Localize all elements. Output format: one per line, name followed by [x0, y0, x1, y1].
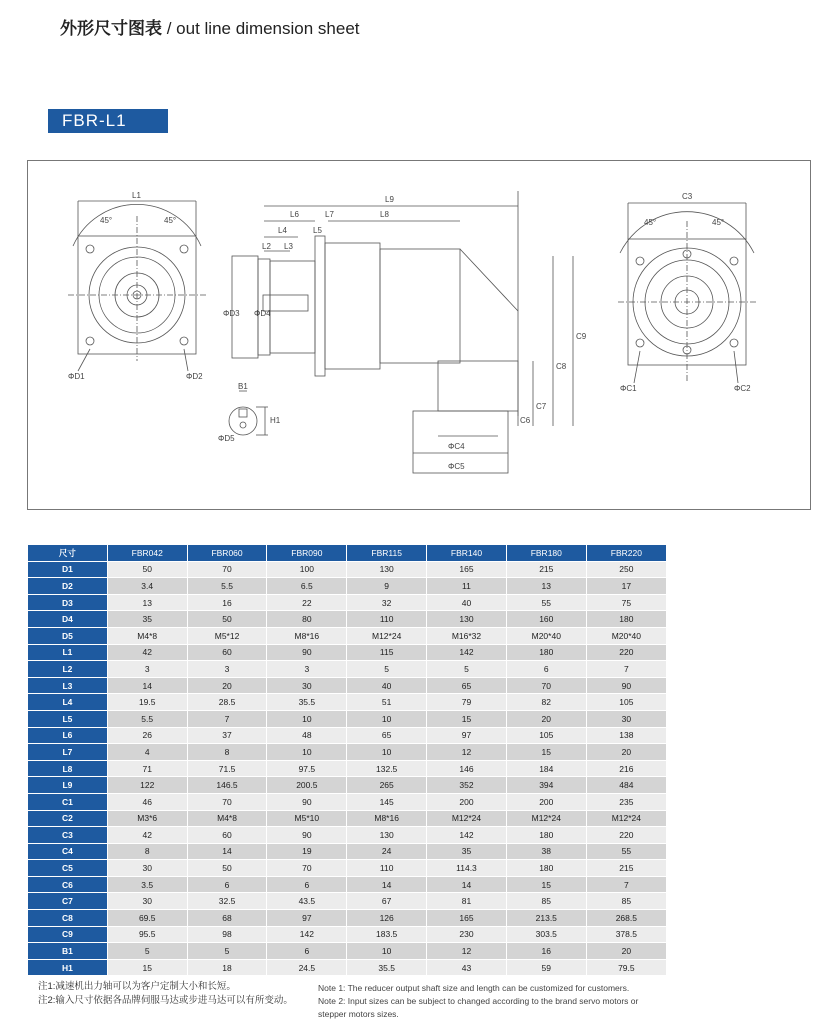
- table-cell: 19.5: [107, 694, 187, 711]
- table-cell: 130: [347, 827, 427, 844]
- table-row: [28, 860, 667, 877]
- table-cell: 71.5: [187, 760, 267, 777]
- table-cell: 10: [267, 710, 347, 727]
- table-row: [28, 760, 667, 777]
- table-cell: 110: [347, 860, 427, 877]
- label-45c: 45°: [644, 218, 657, 227]
- table-cell: 75: [586, 594, 666, 611]
- table-cell: 200.5: [267, 777, 347, 794]
- row-label: C6: [28, 876, 108, 893]
- label-d1: ΦD1: [68, 372, 85, 381]
- table-cell: 10: [347, 710, 427, 727]
- table-cell: 50: [187, 611, 267, 628]
- label-c9: C9: [576, 332, 587, 341]
- row-label: D3: [28, 594, 108, 611]
- table-cell: 38: [506, 843, 586, 860]
- table-cell: 79: [427, 694, 507, 711]
- label-c3: C3: [682, 192, 693, 201]
- table-cell: 132.5: [347, 760, 427, 777]
- table-row: [28, 594, 667, 611]
- table-cell: 60: [187, 644, 267, 661]
- table-cell: 9: [347, 578, 427, 595]
- table-cell: 71: [107, 760, 187, 777]
- table-cell: 60: [187, 827, 267, 844]
- note-cn-2: 注2:输入尺寸依据各品牌伺服马达或步进马达可以有所变动。: [38, 995, 293, 1006]
- table-row: [28, 661, 667, 678]
- table-cell: 3: [107, 661, 187, 678]
- table-cell: M12*24: [506, 810, 586, 827]
- table-cell: 85: [586, 893, 666, 910]
- table-cell: 51: [347, 694, 427, 711]
- table-cell: 20: [506, 710, 586, 727]
- row-label: L2: [28, 661, 108, 678]
- drawing-svg: [28, 161, 812, 511]
- table-cell: M20*40: [506, 627, 586, 644]
- table-cell: 68: [187, 910, 267, 927]
- label-c5: ΦC5: [448, 462, 465, 471]
- table-cell: 220: [586, 644, 666, 661]
- table-cell: 8: [107, 843, 187, 860]
- table-cell: 35: [107, 611, 187, 628]
- label-l3: L3: [284, 242, 293, 251]
- table-cell: 10: [347, 744, 427, 761]
- notes-en: [318, 982, 648, 1021]
- row-label: C8: [28, 910, 108, 927]
- label-b1: B1: [238, 382, 248, 391]
- table-row: [28, 910, 667, 927]
- table-cell: 105: [586, 694, 666, 711]
- table-cell: 110: [347, 611, 427, 628]
- table-cell: 90: [267, 644, 347, 661]
- label-l6: L6: [290, 210, 299, 219]
- table-cell: 6: [506, 661, 586, 678]
- table-header-row: [28, 545, 667, 561]
- table-row: [28, 810, 667, 827]
- table-cell: 55: [586, 843, 666, 860]
- table-cell: 15: [107, 959, 187, 976]
- table-cell: 14: [347, 876, 427, 893]
- table-cell: 5.5: [187, 578, 267, 595]
- table-cell: 30: [267, 677, 347, 694]
- row-label: C7: [28, 893, 108, 910]
- table-cell: 7: [586, 661, 666, 678]
- table-cell: 46: [107, 793, 187, 810]
- table-cell: 43.5: [267, 893, 347, 910]
- table-cell: 213.5: [506, 910, 586, 927]
- table-cell: 6.5: [267, 578, 347, 595]
- table-cell: 18: [187, 959, 267, 976]
- table-row: [28, 727, 667, 744]
- table-cell: 7: [187, 710, 267, 727]
- table-cell: M4*8: [107, 627, 187, 644]
- table-cell: 165: [427, 910, 507, 927]
- table-row: [28, 694, 667, 711]
- row-label: L9: [28, 777, 108, 794]
- table-cell: 5.5: [107, 710, 187, 727]
- table-cell: 55: [506, 594, 586, 611]
- table-cell: 97: [427, 727, 507, 744]
- table-cell: 165: [427, 561, 507, 578]
- column-header: FBR042: [107, 545, 187, 561]
- table-row: [28, 943, 667, 960]
- table-row: [28, 843, 667, 860]
- row-label: L3: [28, 677, 108, 694]
- column-header: FBR140: [427, 545, 507, 561]
- row-label: L7: [28, 744, 108, 761]
- table-cell: 3: [187, 661, 267, 678]
- front-view: [68, 201, 206, 371]
- table-cell: 268.5: [586, 910, 666, 927]
- table-cell: 10: [267, 744, 347, 761]
- table-cell: 126: [347, 910, 427, 927]
- table-cell: 145: [347, 793, 427, 810]
- dimension-table: [27, 545, 666, 976]
- table-row: [28, 744, 667, 761]
- column-header: FBR115: [347, 545, 427, 561]
- table-cell: 122: [107, 777, 187, 794]
- table-cell: 12: [427, 744, 507, 761]
- label-l9: L9: [385, 195, 394, 204]
- table-cell: 90: [267, 827, 347, 844]
- table-cell: 32.5: [187, 893, 267, 910]
- table-cell: M5*10: [267, 810, 347, 827]
- table-cell: 30: [107, 893, 187, 910]
- table-cell: 82: [506, 694, 586, 711]
- label-c7: C7: [536, 402, 547, 411]
- table-cell: 65: [347, 727, 427, 744]
- table-cell: 95.5: [107, 926, 187, 943]
- label-d3: ΦD3: [223, 309, 240, 318]
- table-cell: 7: [586, 876, 666, 893]
- table-cell: 230: [427, 926, 507, 943]
- table-cell: 20: [586, 744, 666, 761]
- row-label: L5: [28, 710, 108, 727]
- table-cell: 6: [187, 876, 267, 893]
- table-cell: 48: [267, 727, 347, 744]
- table-cell: 200: [427, 793, 507, 810]
- table-cell: 484: [586, 777, 666, 794]
- table-cell: 70: [187, 793, 267, 810]
- drawing-labels: [68, 191, 751, 471]
- table-cell: 65: [427, 677, 507, 694]
- label-l4: L4: [278, 226, 287, 235]
- table-cell: 114.3: [427, 860, 507, 877]
- label-l2: L2: [262, 242, 271, 251]
- label-l1: L1: [132, 191, 141, 200]
- label-45d: 45°: [712, 218, 725, 227]
- table-cell: 13: [506, 578, 586, 595]
- label-l8: L8: [380, 210, 389, 219]
- table-cell: 30: [107, 860, 187, 877]
- table-cell: 30: [586, 710, 666, 727]
- table-cell: 59: [506, 959, 586, 976]
- label-d2: ΦD2: [186, 372, 203, 381]
- table-cell: 35.5: [347, 959, 427, 976]
- table-cell: 142: [427, 644, 507, 661]
- table-cell: 5: [107, 943, 187, 960]
- table-cell: 40: [347, 677, 427, 694]
- row-label: L8: [28, 760, 108, 777]
- table-cell: 13: [107, 594, 187, 611]
- row-label: D2: [28, 578, 108, 595]
- table-cell: 6: [267, 876, 347, 893]
- table-cell: 394: [506, 777, 586, 794]
- column-header: FBR060: [187, 545, 267, 561]
- table-cell: 70: [187, 561, 267, 578]
- table-cell: 142: [427, 827, 507, 844]
- table-row: [28, 611, 667, 628]
- table-cell: 70: [506, 677, 586, 694]
- table-cell: 26: [107, 727, 187, 744]
- note-en-1: Note 1: The reducer output shaft size and length can be customized for customers.: [318, 983, 630, 993]
- row-label: L6: [28, 727, 108, 744]
- flange-view: [618, 203, 756, 383]
- dimension-drawing: [27, 160, 811, 510]
- table-cell: 146.5: [187, 777, 267, 794]
- table-cell: 215: [586, 860, 666, 877]
- table-cell: 3.5: [107, 876, 187, 893]
- notes-cn: [38, 980, 293, 1008]
- table-cell: 115: [347, 644, 427, 661]
- table-cell: 50: [187, 860, 267, 877]
- table-cell: M16*32: [427, 627, 507, 644]
- table-cell: 85: [506, 893, 586, 910]
- table-cell: 265: [347, 777, 427, 794]
- table-cell: 80: [267, 611, 347, 628]
- row-label: C9: [28, 926, 108, 943]
- row-label: D4: [28, 611, 108, 628]
- column-header: FBR090: [267, 545, 347, 561]
- table-cell: 16: [187, 594, 267, 611]
- table-cell: 180: [586, 611, 666, 628]
- table-cell: 14: [427, 876, 507, 893]
- label-h1: H1: [270, 416, 281, 425]
- label-c6: C6: [520, 416, 531, 425]
- table-row: [28, 959, 667, 976]
- table-cell: 97.5: [267, 760, 347, 777]
- table-cell: 216: [586, 760, 666, 777]
- table-cell: 352: [427, 777, 507, 794]
- row-label: B1: [28, 943, 108, 960]
- label-d4: ΦD4: [254, 309, 271, 318]
- table-row: [28, 561, 667, 578]
- table-corner-cell: 尺寸: [28, 545, 108, 561]
- table-cell: M12*24: [347, 627, 427, 644]
- note-en-2: Note 2: Input sizes can be subject to changed according to the brand servo motors or stepper motors sizes.: [318, 996, 639, 1019]
- table-cell: 5: [347, 661, 427, 678]
- table-cell: 14: [107, 677, 187, 694]
- table-cell: 250: [586, 561, 666, 578]
- table-cell: 303.5: [506, 926, 586, 943]
- table-cell: 19: [267, 843, 347, 860]
- table-cell: 180: [506, 827, 586, 844]
- table-cell: 142: [267, 926, 347, 943]
- table-cell: M8*16: [267, 627, 347, 644]
- table-cell: 79.5: [586, 959, 666, 976]
- table-cell: 160: [506, 611, 586, 628]
- label-c4: ΦC4: [448, 442, 465, 451]
- label-45b: 45°: [164, 216, 177, 225]
- row-label: C3: [28, 827, 108, 844]
- table-cell: 81: [427, 893, 507, 910]
- row-label: C1: [28, 793, 108, 810]
- table-cell: 15: [506, 744, 586, 761]
- note-cn-1: 注1:减速机出力轴可以为客户定制大小和长短。: [38, 981, 236, 992]
- table-cell: 180: [506, 644, 586, 661]
- table-cell: 40: [427, 594, 507, 611]
- table-row: [28, 926, 667, 943]
- row-label: C5: [28, 860, 108, 877]
- table-cell: 20: [586, 943, 666, 960]
- label-l5: L5: [313, 226, 322, 235]
- table-cell: 98: [187, 926, 267, 943]
- table-cell: 32: [347, 594, 427, 611]
- table-cell: 17: [586, 578, 666, 595]
- label-c2: ΦC2: [734, 384, 751, 393]
- table-cell: 12: [427, 943, 507, 960]
- table-cell: 100: [267, 561, 347, 578]
- table-cell: 378.5: [586, 926, 666, 943]
- column-header: FBR180: [506, 545, 586, 561]
- table-cell: 69.5: [107, 910, 187, 927]
- row-label: C4: [28, 843, 108, 860]
- table-cell: 24.5: [267, 959, 347, 976]
- table-cell: 11: [427, 578, 507, 595]
- table-cell: 16: [506, 943, 586, 960]
- table-cell: M5*12: [187, 627, 267, 644]
- table-cell: 130: [427, 611, 507, 628]
- table-cell: 37: [187, 727, 267, 744]
- column-header: FBR220: [586, 545, 666, 561]
- table-row: [28, 893, 667, 910]
- table-cell: 138: [586, 727, 666, 744]
- table-cell: 10: [347, 943, 427, 960]
- table-cell: 43: [427, 959, 507, 976]
- table-row: [28, 777, 667, 794]
- table-cell: 90: [586, 677, 666, 694]
- table-body: [28, 561, 667, 976]
- table-cell: 3: [267, 661, 347, 678]
- table-cell: M12*24: [586, 810, 666, 827]
- table-cell: 97: [267, 910, 347, 927]
- table-cell: 4: [107, 744, 187, 761]
- table-cell: 5: [187, 943, 267, 960]
- table-cell: 3.4: [107, 578, 187, 595]
- table-row: [28, 578, 667, 595]
- title-en: / out line dimension sheet: [162, 19, 360, 38]
- table-cell: 105: [506, 727, 586, 744]
- row-label: L4: [28, 694, 108, 711]
- table-cell: 184: [506, 760, 586, 777]
- table-cell: 70: [267, 860, 347, 877]
- table-cell: 67: [347, 893, 427, 910]
- page-title: [60, 14, 360, 39]
- table-cell: 130: [347, 561, 427, 578]
- table-cell: 220: [586, 827, 666, 844]
- label-c1: ΦC1: [620, 384, 637, 393]
- table-cell: 15: [427, 710, 507, 727]
- table-cell: 20: [187, 677, 267, 694]
- table-cell: M4*8: [187, 810, 267, 827]
- table-cell: 50: [107, 561, 187, 578]
- table-cell: 22: [267, 594, 347, 611]
- table-cell: 200: [506, 793, 586, 810]
- table-cell: 180: [506, 860, 586, 877]
- table-cell: 146: [427, 760, 507, 777]
- table-cell: M8*16: [347, 810, 427, 827]
- table-cell: 14: [187, 843, 267, 860]
- model-badge: FBR-L1: [48, 109, 168, 133]
- row-label: H1: [28, 959, 108, 976]
- row-label: D5: [28, 627, 108, 644]
- table-cell: 5: [427, 661, 507, 678]
- title-cn: 外形尺寸图表: [60, 19, 162, 38]
- table-cell: M20*40: [586, 627, 666, 644]
- table-row: [28, 827, 667, 844]
- table-cell: M12*24: [427, 810, 507, 827]
- table-cell: 8: [187, 744, 267, 761]
- table-row: [28, 677, 667, 694]
- table-row: [28, 644, 667, 661]
- table-cell: 235: [586, 793, 666, 810]
- table-cell: 28.5: [187, 694, 267, 711]
- table-cell: 183.5: [347, 926, 427, 943]
- label-l7: L7: [325, 210, 334, 219]
- table-row: [28, 627, 667, 644]
- table-row: [28, 793, 667, 810]
- row-label: L1: [28, 644, 108, 661]
- table-cell: M3*6: [107, 810, 187, 827]
- row-label: C2: [28, 810, 108, 827]
- table-cell: 215: [506, 561, 586, 578]
- table-cell: 90: [267, 793, 347, 810]
- label-45a: 45°: [100, 216, 113, 225]
- table-cell: 6: [267, 943, 347, 960]
- table-row: [28, 876, 667, 893]
- table-cell: 24: [347, 843, 427, 860]
- table-cell: 42: [107, 644, 187, 661]
- table-cell: 15: [506, 876, 586, 893]
- row-label: D1: [28, 561, 108, 578]
- table-row: [28, 710, 667, 727]
- table-cell: 42: [107, 827, 187, 844]
- table-cell: 35: [427, 843, 507, 860]
- table-cell: 35.5: [267, 694, 347, 711]
- label-d5: ΦD5: [218, 434, 235, 443]
- label-c8: C8: [556, 362, 567, 371]
